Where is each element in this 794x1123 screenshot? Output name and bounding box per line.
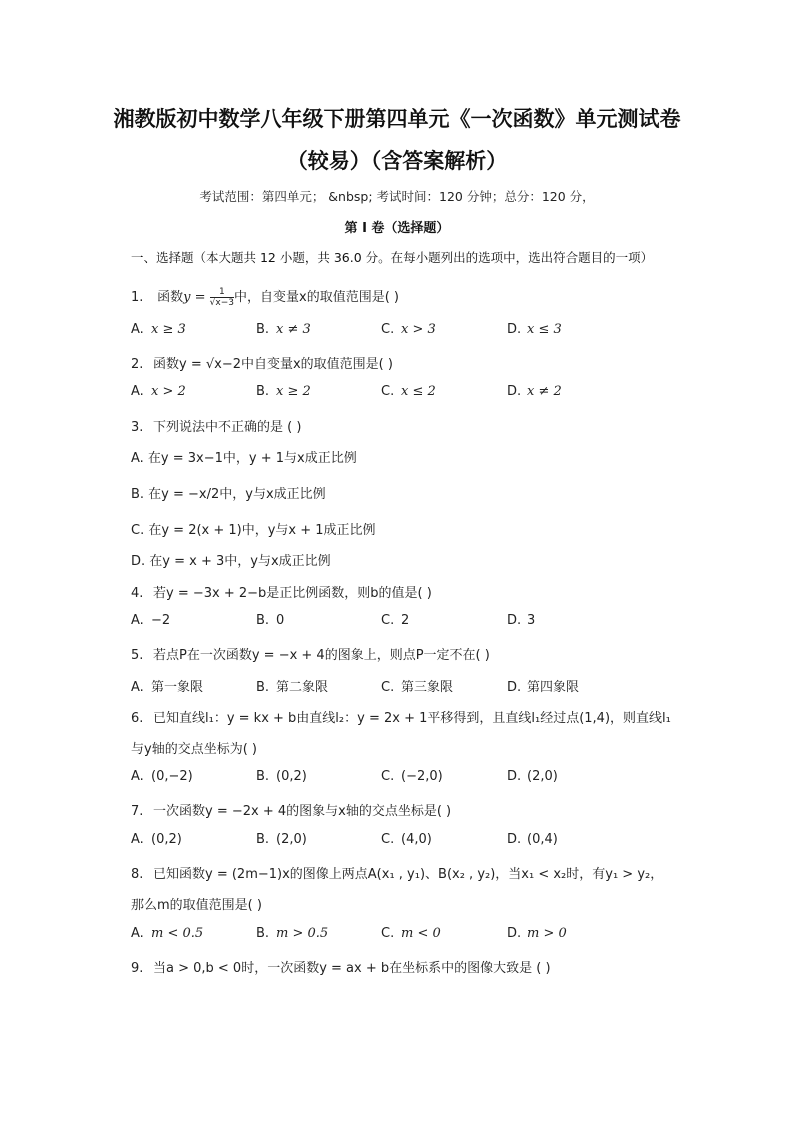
option-b[interactable]: B. x ≠ 3: [256, 322, 311, 337]
options-q5: [131, 676, 691, 696]
option-d[interactable]: D. x ≠ 2: [507, 384, 562, 399]
exam-meta: 考试范围：第四单元； &nbsp; 考试时间：120 分钟；总分：120 分，: [199, 189, 595, 204]
option-a[interactable]: A. −2: [131, 613, 171, 628]
question-2: [131, 353, 393, 372]
question-text: 已知直线l₁：y = kx + b由直线l₂：y = 2x + 1平移得到，且直线l₁经过点(1,4)，则直线l₁: [153, 711, 671, 726]
option-a[interactable]: A. x > 2: [131, 384, 186, 399]
option-c[interactable]: C. m < 0: [381, 926, 441, 941]
option-c[interactable]: C. (−2,0): [381, 769, 443, 784]
question-number: 9.: [131, 961, 144, 976]
option-c[interactable]: C. (4,0): [381, 832, 432, 847]
question-5: [131, 644, 490, 663]
option-d[interactable]: D. 第四象限: [507, 680, 580, 695]
options-q4: [131, 613, 691, 633]
option-c-line[interactable]: C. 在y = 2(x + 1)中，y与x + 1成正比例: [131, 523, 376, 538]
option-d[interactable]: D. m > 0: [507, 926, 567, 941]
option-a[interactable]: A. (0,−2): [131, 769, 193, 784]
option-a[interactable]: A. 第一象限: [131, 680, 204, 695]
option-d[interactable]: D. x ≤ 3: [507, 322, 562, 337]
fraction: $\frac{1}{√x-3}$: [209, 287, 234, 308]
option-a[interactable]: A. m < 0.5: [131, 926, 204, 941]
question-8-cont: 那么m的取值范围是( ): [131, 898, 262, 913]
question-text: 若点P在一次函数y = −x + 4的图象上，则点P一定不在( ): [153, 648, 490, 663]
question-text: 函数y = √x−2中自变量x的取值范围是( ): [153, 357, 393, 372]
option-c[interactable]: C. x > 3: [381, 322, 436, 337]
option-d-line[interactable]: D. 在y = x + 3中，y与x成正比例: [131, 554, 331, 569]
question-4: [131, 582, 432, 601]
question-number: 7.: [131, 804, 144, 819]
question-7: [131, 800, 451, 819]
exam-title-line1: 湘教版初中数学八年级下册第四单元《一次函数》单元测试卷: [113, 106, 681, 131]
option-a[interactable]: A. (0,2): [131, 832, 182, 847]
question-number: 8.: [131, 867, 144, 882]
options-q8: [131, 926, 691, 946]
option-b[interactable]: B. (2,0): [256, 832, 307, 847]
question-3: [131, 416, 301, 435]
exam-title-line2: （较易）（含答案解析）: [286, 148, 508, 173]
question-8: [131, 863, 663, 882]
option-b[interactable]: B. m > 0.5: [256, 926, 329, 941]
option-b-line[interactable]: B. 在y = −x/2中，y与x成正比例: [131, 487, 326, 502]
option-a[interactable]: A. x ≥ 3: [131, 322, 186, 337]
option-c[interactable]: C. 第三象限: [381, 680, 454, 695]
math-expr: y =: [183, 290, 210, 305]
option-a-line[interactable]: A. 在y = 3x−1中，y + 1与x成正比例: [131, 451, 357, 466]
question-number: 1.: [131, 290, 144, 305]
option-c[interactable]: C. 2: [381, 613, 410, 628]
option-b[interactable]: B. x ≥ 2: [256, 384, 311, 399]
question-text: 当a > 0,b < 0时，一次函数y = ax + b在坐标系中的图像大致是 ( ): [153, 961, 551, 976]
question-number: 5.: [131, 648, 144, 663]
question-1: [131, 286, 399, 308]
question-text: 一次函数y = −2x + 4的图象与x轴的交点坐标是( ): [153, 804, 452, 819]
question-text: 若y = −3x + 2−b是正比例函数，则b的值是( ): [153, 586, 432, 601]
options-q6: [131, 769, 691, 789]
question-6-cont: 与y轴的交点坐标为( ): [131, 742, 257, 757]
question-number: 6.: [131, 711, 144, 726]
option-d[interactable]: D. (0,4): [507, 832, 558, 847]
question-number: 3.: [131, 420, 144, 435]
option-d[interactable]: D. 3: [507, 613, 536, 628]
question-6: [131, 707, 671, 726]
option-c[interactable]: C. x ≤ 2: [381, 384, 436, 399]
option-b[interactable]: B. 0: [256, 613, 285, 628]
part-heading: 第 I 卷（选择题）: [344, 221, 450, 236]
options-q7: [131, 832, 691, 852]
question-text: 函数: [157, 290, 184, 305]
options-q1: [131, 322, 691, 342]
question-text-tail: 中，自变量x的取值范围是( ): [234, 290, 399, 305]
options-q2: [131, 384, 691, 404]
question-9: [131, 957, 551, 976]
option-b[interactable]: B. (0,2): [256, 769, 307, 784]
question-text: 下列说法中不正确的是 ( ): [153, 420, 302, 435]
question-number: 4.: [131, 586, 144, 601]
option-b[interactable]: B. 第二象限: [256, 680, 329, 695]
option-d[interactable]: D. (2,0): [507, 769, 558, 784]
question-number: 2.: [131, 357, 144, 372]
question-text: 已知函数y = (2m−1)x的图像上两点A(x₁ , y₁)、B(x₂ , y₂)，当x₁ < x₂时，有y₁ > y₂，: [153, 867, 664, 882]
section-heading: 一、选择题（本大题共 12 小题，共 36.0 分。在每小题列出的选项中，选出符合题目的一项）: [131, 250, 654, 265]
